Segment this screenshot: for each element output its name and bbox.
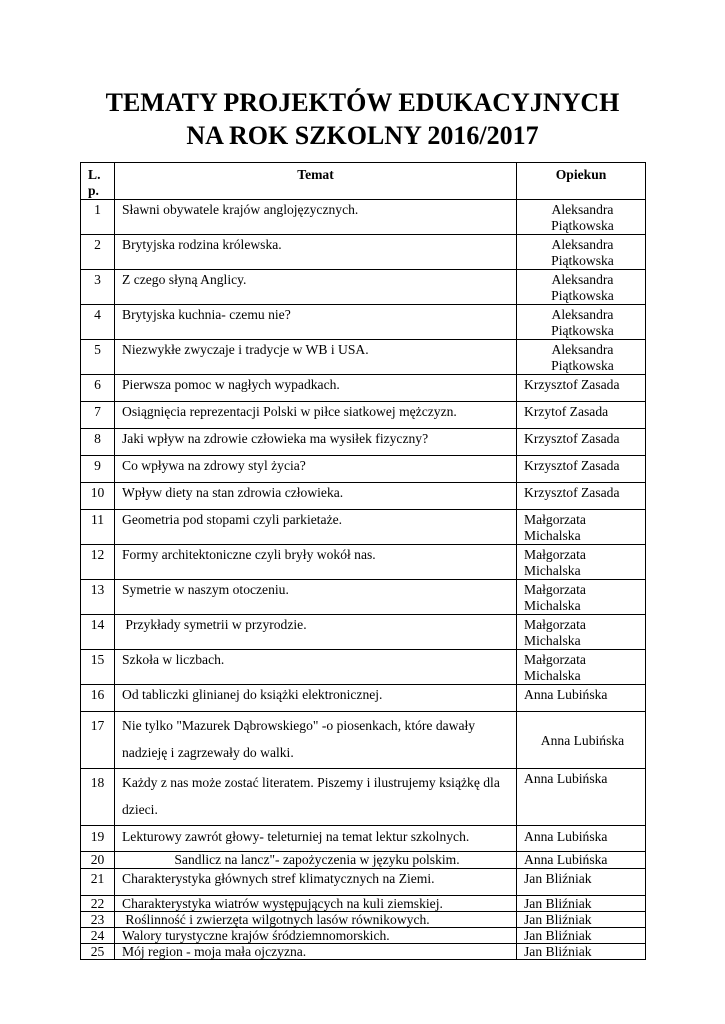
- table-row: [81, 375, 646, 402]
- row-topic: Formy architektoniczne czyli bryły wokół nas.: [115, 545, 517, 580]
- row-number: 5: [81, 340, 115, 375]
- row-number: 3: [81, 270, 115, 305]
- document-title-line1: TEMATY PROJEKTÓW EDUKACYJNYCH: [105, 88, 620, 117]
- row-number: 6: [81, 375, 115, 402]
- row-owner: Anna Lubińska: [517, 769, 646, 826]
- row-topic: Pierwsza pomoc w nagłych wypadkach.: [115, 375, 517, 402]
- header-lp: L. p.: [81, 163, 115, 200]
- row-owner: Krzysztof Zasada: [517, 456, 646, 483]
- table-row: [81, 928, 646, 944]
- row-topic: Nie tylko "Mazurek Dąbrowskiego" -o piosenkach, które dawały nadzieję i zagrzewały do walki.: [115, 712, 517, 769]
- table-row: [81, 580, 646, 615]
- table-header-row: [81, 163, 646, 200]
- row-topic: Wpływ diety na stan zdrowia człowieka.: [115, 483, 517, 510]
- row-owner: Anna Lubińska: [517, 712, 646, 769]
- header-owner: Opiekun: [517, 163, 646, 200]
- row-number: 20: [81, 852, 115, 869]
- table-row: [81, 483, 646, 510]
- row-topic: Osiągnięcia reprezentacji Polski w piłce siatkowej mężczyzn.: [115, 402, 517, 429]
- table-row: [81, 200, 646, 235]
- row-number: 9: [81, 456, 115, 483]
- table-row: [81, 944, 646, 960]
- table-row: [81, 235, 646, 270]
- row-owner: Małgorzata Michalska: [517, 650, 646, 685]
- table-row: [81, 270, 646, 305]
- row-topic: Przykłady symetrii w przyrodzie.: [115, 615, 517, 650]
- table-row: [81, 429, 646, 456]
- row-topic: Sławni obywatele krajów anglojęzycznych.: [115, 200, 517, 235]
- row-number: 12: [81, 545, 115, 580]
- table-row: [81, 650, 646, 685]
- document-title-line2: NA ROK SZKOLNY 2016/2017: [186, 121, 539, 150]
- row-topic: Co wpływa na zdrowy styl życia?: [115, 456, 517, 483]
- table-row: [81, 340, 646, 375]
- row-number: 2: [81, 235, 115, 270]
- row-owner: Anna Lubińska: [517, 826, 646, 852]
- row-owner: Krzysztof Zasada: [517, 375, 646, 402]
- row-owner: Jan Bliźniak: [517, 928, 646, 944]
- row-number: 13: [81, 580, 115, 615]
- projects-table: [80, 162, 646, 960]
- row-topic: Od tabliczki glinianej do książki elektronicznej.: [115, 685, 517, 712]
- table-row: [81, 826, 646, 852]
- row-owner: Małgorzata Michalska: [517, 580, 646, 615]
- table-row: [81, 545, 646, 580]
- row-topic: Brytyjska rodzina królewska.: [115, 235, 517, 270]
- table-row: [81, 305, 646, 340]
- row-number: 23: [81, 912, 115, 928]
- row-number: 25: [81, 944, 115, 960]
- row-topic: Z czego słyną Anglicy.: [115, 270, 517, 305]
- row-owner: Jan Bliźniak: [517, 912, 646, 928]
- row-number: 10: [81, 483, 115, 510]
- row-owner: Jan Bliźniak: [517, 944, 646, 960]
- row-number: 18: [81, 769, 115, 826]
- row-number: 24: [81, 928, 115, 944]
- row-owner: Aleksandra Piątkowska: [517, 340, 646, 375]
- table-row: [81, 615, 646, 650]
- row-owner: Aleksandra Piątkowska: [517, 200, 646, 235]
- row-topic: Szkoła w liczbach.: [115, 650, 517, 685]
- row-number: 1: [81, 200, 115, 235]
- row-topic: Mój region - moja mała ojczyzna.: [115, 944, 517, 960]
- row-topic: Charakterystyka głównych stref klimatycznych na Ziemi.: [115, 869, 517, 896]
- row-owner: Aleksandra Piątkowska: [517, 305, 646, 340]
- row-number: 22: [81, 896, 115, 912]
- row-owner: Anna Lubińska: [517, 685, 646, 712]
- row-number: 8: [81, 429, 115, 456]
- row-owner: Krzysztof Zasada: [517, 483, 646, 510]
- table-row: [81, 456, 646, 483]
- row-topic: Lekturowy zawrót głowy- teleturniej na temat lektur szkolnych.: [115, 826, 517, 852]
- row-topic: Niezwykłe zwyczaje i tradycje w WB i USA.: [115, 340, 517, 375]
- row-owner: Małgorzata Michalska: [517, 615, 646, 650]
- row-owner: Krzytof Zasada: [517, 402, 646, 429]
- row-topic: Geometria pod stopami czyli parkietaże.: [115, 510, 517, 545]
- row-owner: Krzysztof Zasada: [517, 429, 646, 456]
- row-topic: Każdy z nas może zostać literatem. Piszemy i ilustrujemy książkę dla dzieci.: [115, 769, 517, 826]
- row-number: 14: [81, 615, 115, 650]
- row-topic: Walory turystyczne krajów śródziemnomorskich.: [115, 928, 517, 944]
- row-topic: Charakterystyka wiatrów występujących na kuli ziemskiej.: [115, 896, 517, 912]
- table-row: [81, 769, 646, 826]
- row-number: 7: [81, 402, 115, 429]
- row-topic: Roślinność i zwierzęta wilgotnych lasów równikowych.: [115, 912, 517, 928]
- row-number: 11: [81, 510, 115, 545]
- row-owner: Małgorzata Michalska: [517, 510, 646, 545]
- row-topic: Sandlicz na lancz"- zapożyczenia w języku polskim.: [115, 852, 517, 869]
- row-owner: Aleksandra Piątkowska: [517, 270, 646, 305]
- row-number: 21: [81, 869, 115, 896]
- row-topic: Symetrie w naszym otoczeniu.: [115, 580, 517, 615]
- table-row: [81, 402, 646, 429]
- row-number: 15: [81, 650, 115, 685]
- row-owner: Jan Bliźniak: [517, 896, 646, 912]
- row-number: 19: [81, 826, 115, 852]
- table-row: [81, 869, 646, 896]
- table-row: [81, 852, 646, 869]
- row-owner: Jan Bliźniak: [517, 869, 646, 896]
- row-topic: Brytyjska kuchnia- czemu nie?: [115, 305, 517, 340]
- row-number: 16: [81, 685, 115, 712]
- row-number: 17: [81, 712, 115, 769]
- row-owner: Aleksandra Piątkowska: [517, 235, 646, 270]
- table-row: [81, 510, 646, 545]
- table-row: [81, 712, 646, 769]
- table-row: [81, 896, 646, 912]
- row-owner: Anna Lubińska: [517, 852, 646, 869]
- row-owner: Małgorzata Michalska: [517, 545, 646, 580]
- table-row: [81, 685, 646, 712]
- row-number: 4: [81, 305, 115, 340]
- row-topic: Jaki wpływ na zdrowie człowieka ma wysiłek fizyczny?: [115, 429, 517, 456]
- header-topic: Temat: [115, 163, 517, 200]
- table-row: [81, 912, 646, 928]
